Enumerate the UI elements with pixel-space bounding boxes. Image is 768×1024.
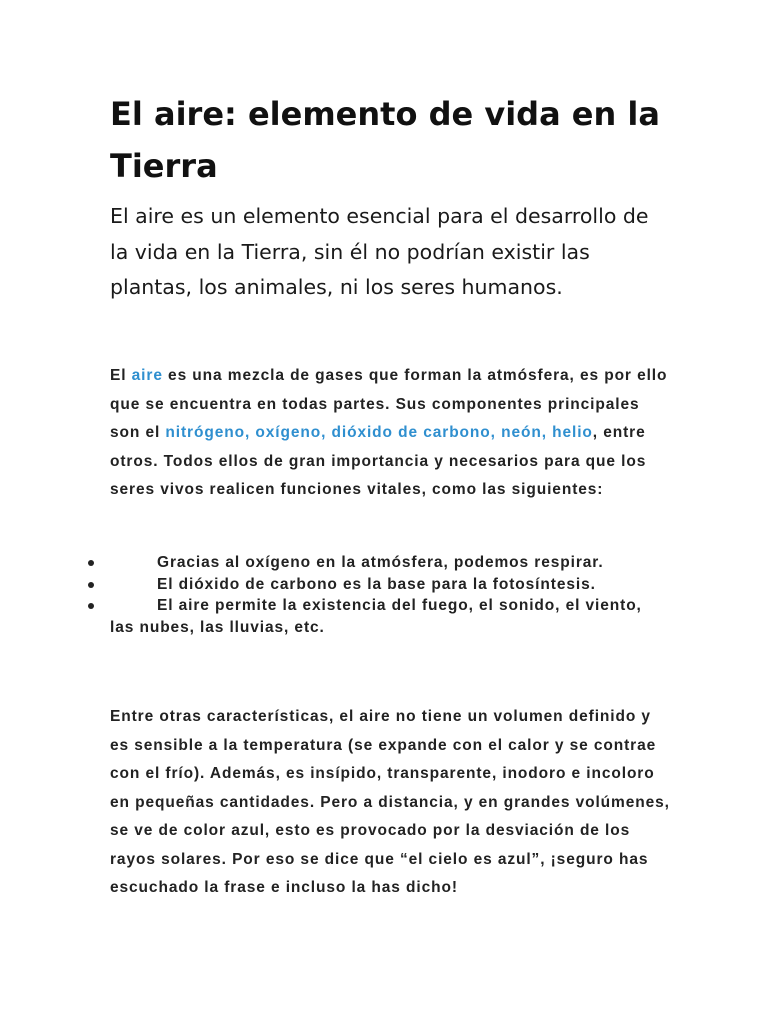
- list-item: [110, 595, 670, 638]
- keyword-link-aire[interactable]: aire: [131, 367, 163, 384]
- list-item-text: El dióxido de carbono es la base para la fotosíntesis.: [157, 575, 596, 593]
- keyword-link-gases[interactable]: nitrógeno, oxígeno, dióxido de carbono, neón, helio: [165, 424, 593, 441]
- list-item-text: Gracias al oxígeno en la atmósfera, podemos respirar.: [157, 554, 604, 571]
- list-item: [110, 574, 670, 596]
- bullet-icon: [88, 582, 94, 588]
- text-span: El: [110, 367, 132, 384]
- text-span: , entre otros. Todos ellos de gran importancia y necesarios para que los seres vivos realicen funciones vitales, como las siguientes:: [110, 424, 647, 498]
- paragraph-characteristics: Entre otras características, el aire no tiene un volumen definido y es sensible a la temperatura (se expande con el calor y se contrae con el frío). Además, es insípido, transparente, inodoro e incoloro en pequeñas cantidades. Pero a distancia, y en grandes volúmenes, se ve de color azul, esto es provocado por la desviación de los rayos solares. Por eso se dice que “el cielo es azul”, ¡seguro has escuchado la frase e incluso la has dicho!: [110, 708, 670, 896]
- text-span: es una mezcla de gases que forman la atmósfera, es por ello que se encuentra en todas partes. Sus componentes principales son el: [110, 367, 668, 441]
- list-item: [110, 552, 670, 574]
- page-title: El aire: elemento de vida en la Tierra: [110, 95, 660, 185]
- list-item-text: El aire permite la existencia del fuego, el sonido, el viento, las nubes, las lluvias, etc.: [110, 597, 642, 636]
- paragraph-composition: [110, 362, 670, 505]
- lead-paragraph: El aire es un elemento esencial para el desarrollo de la vida en la Tierra, sin él no podrían existir las plantas, los animales, ni los seres humanos.: [110, 204, 649, 299]
- bullet-icon: [88, 560, 94, 566]
- functions-list: [110, 552, 670, 638]
- bullet-icon: [88, 603, 94, 609]
